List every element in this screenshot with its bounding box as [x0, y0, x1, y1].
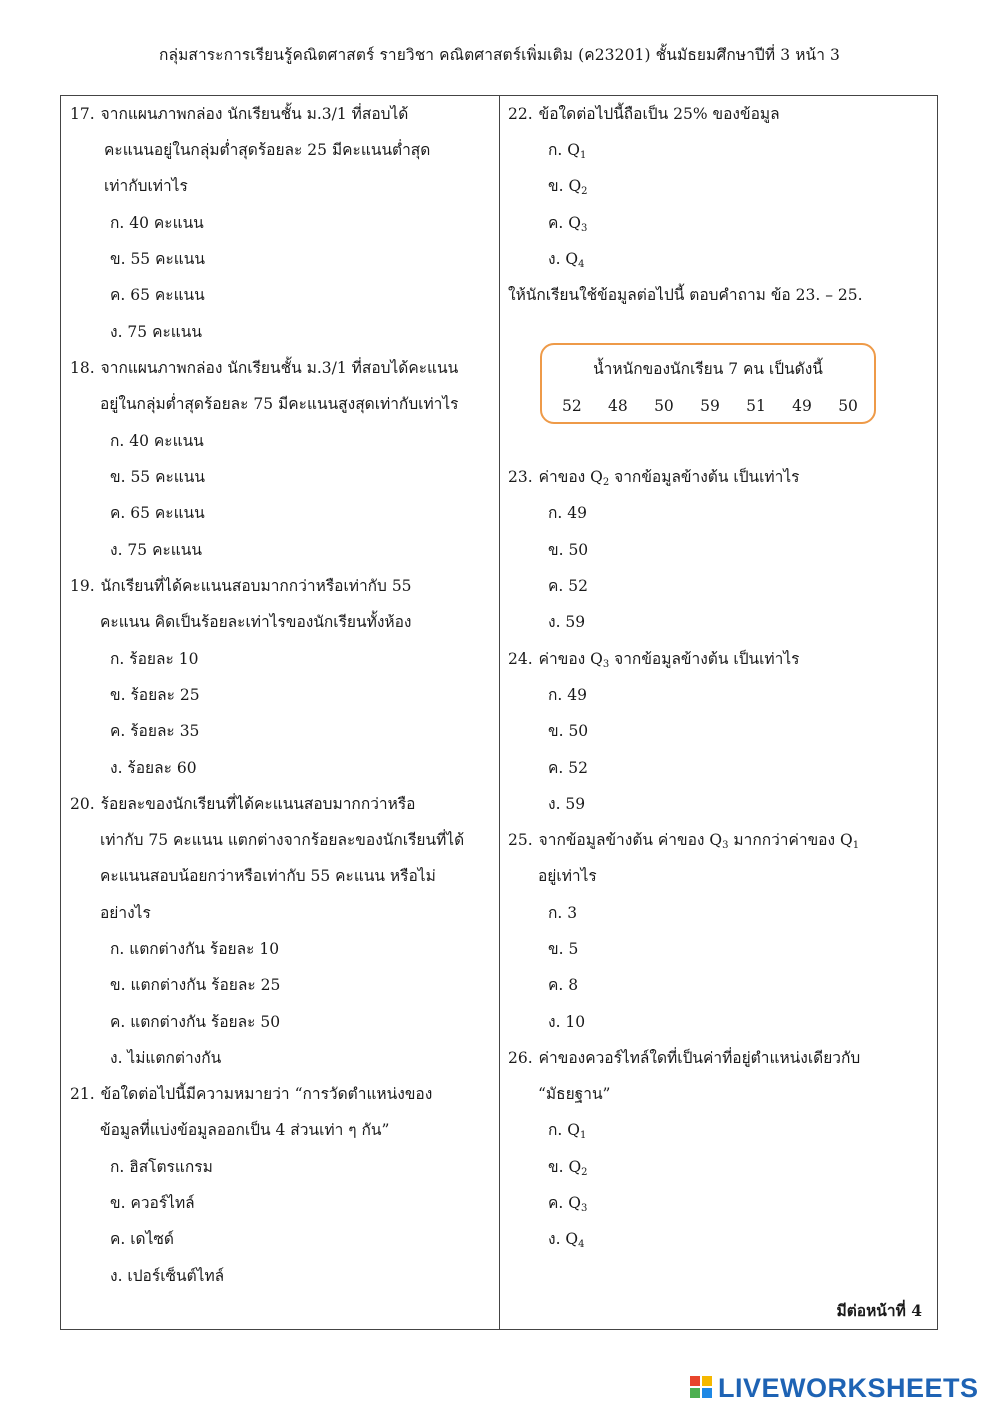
data-values	[562, 396, 858, 416]
page-header: กลุ่มสาระการเรียนรู้คณิตศาสตร์ รายวิชา คณิตศาสตร์เพิ่มเติม (ค23201) ชั้นมัธยมศึกษาปีที่ 3 หน้า 3	[158, 46, 840, 64]
question-text: คะแนนสอบน้อยกว่าหรือเท่ากับ 55 คะแนน หรือไม่	[100, 867, 436, 885]
choice-25-b[interactable]: ข. 5	[548, 940, 579, 958]
logo-square-icon	[690, 1376, 700, 1386]
question-26: 26. ค่าของควอร์ไทล์ใดที่เป็นค่าที่อยู่ตำแหน่งเดียวกับ	[508, 1049, 861, 1067]
choice-20-d[interactable]: ง. ไม่แตกต่างกัน	[110, 1049, 222, 1067]
question-23: 23. ค่าของ $Q_2$ จากข้อมูลข้างต้น เป็นเท่าไร	[508, 468, 800, 488]
choice-19-b[interactable]: ข. ร้อยละ 25	[110, 686, 200, 704]
question-text: เท่ากับเท่าไร	[104, 177, 188, 195]
choice-23-d[interactable]: ง. 59	[548, 613, 586, 631]
instruction-text: ให้นักเรียนใช้ข้อมูลต่อไปนี้ ตอบคำถาม ข้อ 23. – 25.	[508, 286, 863, 304]
question-18: 18. จากแผนภาพกล่อง นักเรียนชั้น ม.3/1 ที่สอบได้คะแนน	[70, 359, 459, 377]
choice-24-a[interactable]: ก. 49	[548, 686, 587, 704]
choice-17-d[interactable]: ง. 75 คะแนน	[110, 323, 202, 341]
choice-26-d[interactable]: ง. $Q_4$	[548, 1230, 585, 1250]
choice-26-a[interactable]: ก. $Q_1$	[548, 1121, 587, 1141]
choice-21-b[interactable]: ข. ควอร์ไทล์	[110, 1194, 195, 1212]
choice-22-c[interactable]: ค. $Q_3$	[548, 214, 588, 234]
question-24: 24. ค่าของ $Q_3$ จากข้อมูลข้างต้น เป็นเท่าไร	[508, 650, 800, 670]
question-text: คะแนนอยู่ในกลุ่มต่ำสุดร้อยละ 25 มีคะแนนต่ำสุด	[104, 141, 431, 159]
question-text: เท่ากับ 75 คะแนน แตกต่างจากร้อยละของนักเรียนที่ได้	[100, 831, 465, 849]
choice-18-c[interactable]: ค. 65 คะแนน	[110, 504, 205, 522]
choice-23-c[interactable]: ค. 52	[548, 577, 588, 595]
question-17: 17. จากแผนภาพกล่อง นักเรียนชั้น ม.3/1 ที่สอบได้	[70, 105, 409, 123]
choice-24-b[interactable]: ข. 50	[548, 722, 589, 740]
data-box-title: น้ำหนักของนักเรียน 7 คน เป็นดังนี้	[593, 360, 823, 378]
choice-20-a[interactable]: ก. แตกต่างกัน ร้อยละ 10	[110, 940, 280, 958]
choice-25-c[interactable]: ค. 8	[548, 976, 579, 994]
question-text: อย่างไร	[100, 904, 151, 922]
choice-23-a[interactable]: ก. 49	[548, 504, 587, 522]
data-value: 49	[792, 397, 812, 415]
question-21: 21. ข้อใดต่อไปนี้มีความหมายว่า “การวัดตำแหน่งของ	[70, 1085, 433, 1103]
liveworksheets-icon	[690, 1376, 714, 1400]
logo-square-icon	[702, 1388, 712, 1398]
question-text: คะแนน คิดเป็นร้อยละเท่าไรของนักเรียนทั้งห้อง	[100, 613, 412, 631]
logo-square-icon	[702, 1376, 712, 1386]
data-value: 48	[608, 397, 628, 415]
data-value: 52	[562, 397, 582, 415]
question-text: อยู่เท่าไร	[538, 867, 597, 885]
data-value: 50	[838, 397, 858, 415]
choice-22-a[interactable]: ก. $Q_1$	[548, 141, 587, 161]
choice-23-b[interactable]: ข. 50	[548, 541, 589, 559]
choice-17-a[interactable]: ก. 40 คะแนน	[110, 214, 204, 232]
liveworksheets-logo	[690, 1374, 979, 1402]
question-text: อยู่ในกลุ่มต่ำสุดร้อยละ 75 มีคะแนนสูงสุดเท่ากับเท่าไร	[100, 395, 459, 413]
choice-24-c[interactable]: ค. 52	[548, 759, 588, 777]
choice-25-a[interactable]: ก. 3	[548, 904, 578, 922]
choice-17-c[interactable]: ค. 65 คะแนน	[110, 286, 205, 304]
weight-data-box	[540, 343, 876, 424]
choice-25-d[interactable]: ง. 10	[548, 1013, 586, 1031]
question-text: ข้อมูลที่แบ่งข้อมูลออกเป็น 4 ส่วนเท่า ๆ กัน”	[100, 1121, 390, 1139]
column-divider	[499, 95, 500, 1330]
choice-21-a[interactable]: ก. ฮิสโตรแกรม	[110, 1158, 213, 1176]
choice-18-d[interactable]: ง. 75 คะแนน	[110, 541, 202, 559]
question-22: 22. ข้อใดต่อไปนี้ถือเป็น 25% ของข้อมูล	[508, 105, 780, 123]
choice-21-d[interactable]: ง. เปอร์เซ็นต์ไทล์	[110, 1267, 225, 1285]
choice-17-b[interactable]: ข. 55 คะแนน	[110, 250, 205, 268]
question-20: 20. ร้อยละของนักเรียนที่ได้คะแนนสอบมากกว่าหรือ	[70, 795, 416, 813]
question-text: “มัธยฐาน”	[538, 1085, 611, 1103]
data-value: 59	[700, 397, 720, 415]
choice-18-a[interactable]: ก. 40 คะแนน	[110, 432, 204, 450]
choice-26-c[interactable]: ค. $Q_3$	[548, 1194, 588, 1214]
choice-22-d[interactable]: ง. $Q_4$	[548, 250, 585, 270]
question-19: 19. นักเรียนที่ได้คะแนนสอบมากกว่าหรือเท่ากับ 55	[70, 577, 412, 595]
question-25: 25. จากข้อมูลข้างต้น ค่าของ $Q_3$ มากกว่าค่าของ $Q_1$	[508, 831, 860, 851]
choice-20-c[interactable]: ค. แตกต่างกัน ร้อยละ 50	[110, 1013, 281, 1031]
logo-square-icon	[690, 1388, 700, 1398]
choice-24-d[interactable]: ง. 59	[548, 795, 586, 813]
choice-18-b[interactable]: ข. 55 คะแนน	[110, 468, 205, 486]
choice-20-b[interactable]: ข. แตกต่างกัน ร้อยละ 25	[110, 976, 281, 994]
choice-19-a[interactable]: ก. ร้อยละ 10	[110, 650, 199, 668]
choice-19-d[interactable]: ง. ร้อยละ 60	[110, 759, 197, 777]
data-value: 51	[746, 397, 766, 415]
choice-26-b[interactable]: ข. $Q_2$	[548, 1158, 588, 1178]
data-value: 50	[654, 397, 674, 415]
choice-21-c[interactable]: ค. เดไซด์	[110, 1230, 174, 1248]
choice-22-b[interactable]: ข. $Q_2$	[548, 177, 588, 197]
logo-text: LIVEWORKSHEETS	[718, 1372, 979, 1403]
continue-note: มีต่อหน้าที่ 4	[836, 1301, 922, 1320]
choice-19-c[interactable]: ค. ร้อยละ 35	[110, 722, 200, 740]
